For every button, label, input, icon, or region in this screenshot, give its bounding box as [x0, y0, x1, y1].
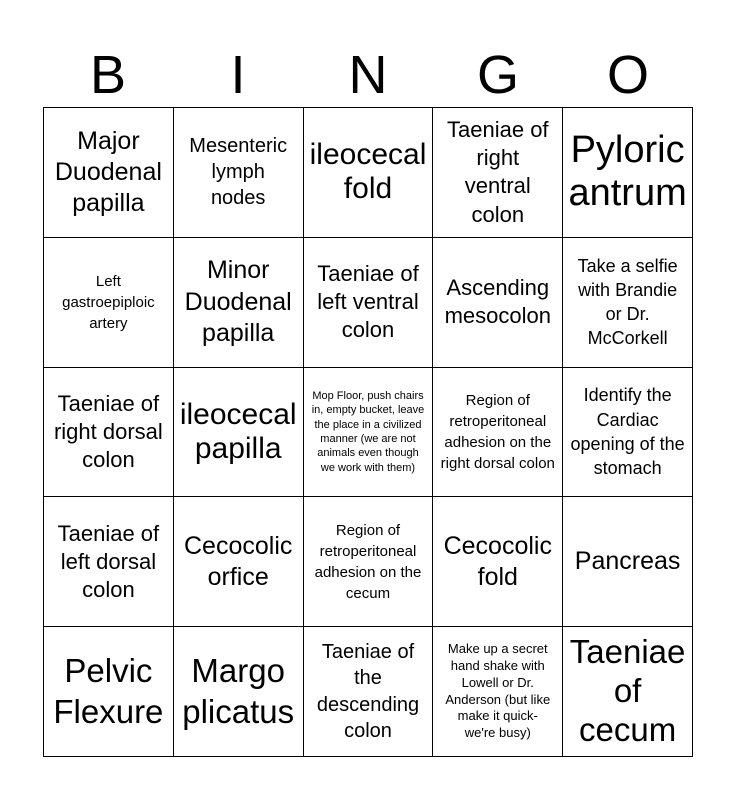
- bingo-cell-label: Taeniae of left ventral colon: [317, 260, 419, 343]
- header-letter-b: B: [89, 45, 127, 105]
- header-letter-i: I: [230, 45, 246, 105]
- bingo-cell-label: ileocecal fold: [309, 138, 427, 206]
- bingo-cell-label: Mop Floor, push chairs in, empty bucket, leave the place in a civilized manner (we are not animals even though we work with them): [311, 390, 425, 474]
- bingo-cell-r1-c1[interactable]: [44, 108, 174, 238]
- bingo-cell-r3-c4[interactable]: [433, 368, 563, 498]
- bingo-cell-label: Make up a secret hand shake with Lowell or Dr. Anderson (but like make it quick- we're busy): [445, 640, 551, 741]
- bingo-cell-r2-c5[interactable]: [563, 238, 693, 368]
- bingo-cell-label: Pancreas: [574, 547, 681, 576]
- bingo-cell-label: Ascending mesocolon: [444, 275, 551, 329]
- bingo-cell-r3-c3[interactable]: [304, 368, 434, 498]
- header-letter-g: G: [476, 45, 519, 105]
- bingo-cell-r3-c1[interactable]: [44, 368, 174, 498]
- bingo-cell-label: Major Duodenal papilla: [54, 126, 162, 218]
- bingo-cell-r5-c2[interactable]: [174, 627, 304, 757]
- bingo-cell-label: Take a selfie with Brandie or Dr. McCorkell: [577, 255, 678, 349]
- header-letter-o: O: [606, 45, 649, 105]
- bingo-cell-r2-c4[interactable]: [433, 238, 563, 368]
- bingo-cell-label: Minor Duodenal papilla: [184, 256, 292, 347]
- bingo-cell-label: Margo plicatus: [182, 652, 295, 730]
- bingo-cell-r4-c2[interactable]: [174, 497, 304, 627]
- bingo-cell-label: Cecocolic orfice: [184, 531, 293, 591]
- bingo-cell-label: Taeniae of right ventral colon: [447, 117, 549, 227]
- bingo-cell-r2-c2[interactable]: [174, 238, 304, 368]
- bingo-cell-r3-c2[interactable]: [174, 368, 304, 498]
- bingo-cell-label: Mesenteric lymph nodes: [189, 135, 288, 210]
- bingo-cell-r5-c1[interactable]: [44, 627, 174, 757]
- bingo-cell-label: Taeniae of left dorsal colon: [57, 520, 160, 602]
- bingo-cell-r1-c4[interactable]: [433, 108, 563, 238]
- bingo-cell-label: ileocecal papilla: [179, 397, 297, 465]
- bingo-cell-r2-c3[interactable]: [304, 238, 434, 368]
- bingo-cell-label: Taeniae of right dorsal colon: [53, 390, 163, 473]
- bingo-cell-label: Taeniae of the descending colon: [316, 640, 420, 742]
- bingo-cell-label: Pyloric antrum: [568, 128, 687, 215]
- bingo-cell-r1-c2[interactable]: [174, 108, 304, 238]
- bingo-cell-label: Region of retroperitoneal adhesion on the right dorsal colon: [440, 391, 555, 472]
- bingo-cell-label: Left gastroepiploic artery: [62, 272, 155, 332]
- bingo-cell-r4-c4[interactable]: [433, 497, 563, 627]
- bingo-cell-label: Region of retroperitoneal adhesion on the cecum: [314, 521, 422, 602]
- bingo-cell-r3-c5[interactable]: [563, 368, 693, 498]
- bingo-cell-r4-c3[interactable]: [304, 497, 434, 627]
- bingo-cell-r5-c4[interactable]: [433, 627, 563, 757]
- bingo-cell-r4-c5[interactable]: [563, 497, 693, 627]
- bingo-cell-label: Pelvic Flexure: [53, 652, 164, 730]
- header-letter-n: N: [348, 45, 388, 105]
- bingo-cell-r2-c1[interactable]: [44, 238, 174, 368]
- bingo-cell-r5-c5[interactable]: [563, 627, 693, 757]
- bingo-card-grid: [43, 107, 693, 757]
- bingo-cell-label: Taeniae of cecum: [569, 633, 686, 749]
- bingo-cell-r1-c3[interactable]: [304, 108, 434, 238]
- bingo-cell-label: Identify the Cardiac opening of the stomach: [570, 385, 685, 479]
- bingo-cell-r4-c1[interactable]: [44, 497, 174, 627]
- bingo-cell-r5-c3[interactable]: [304, 627, 434, 757]
- bingo-header: [43, 44, 693, 106]
- bingo-cell-r1-c5[interactable]: [563, 108, 693, 238]
- bingo-cell-label: Cecocolic fold: [443, 531, 552, 591]
